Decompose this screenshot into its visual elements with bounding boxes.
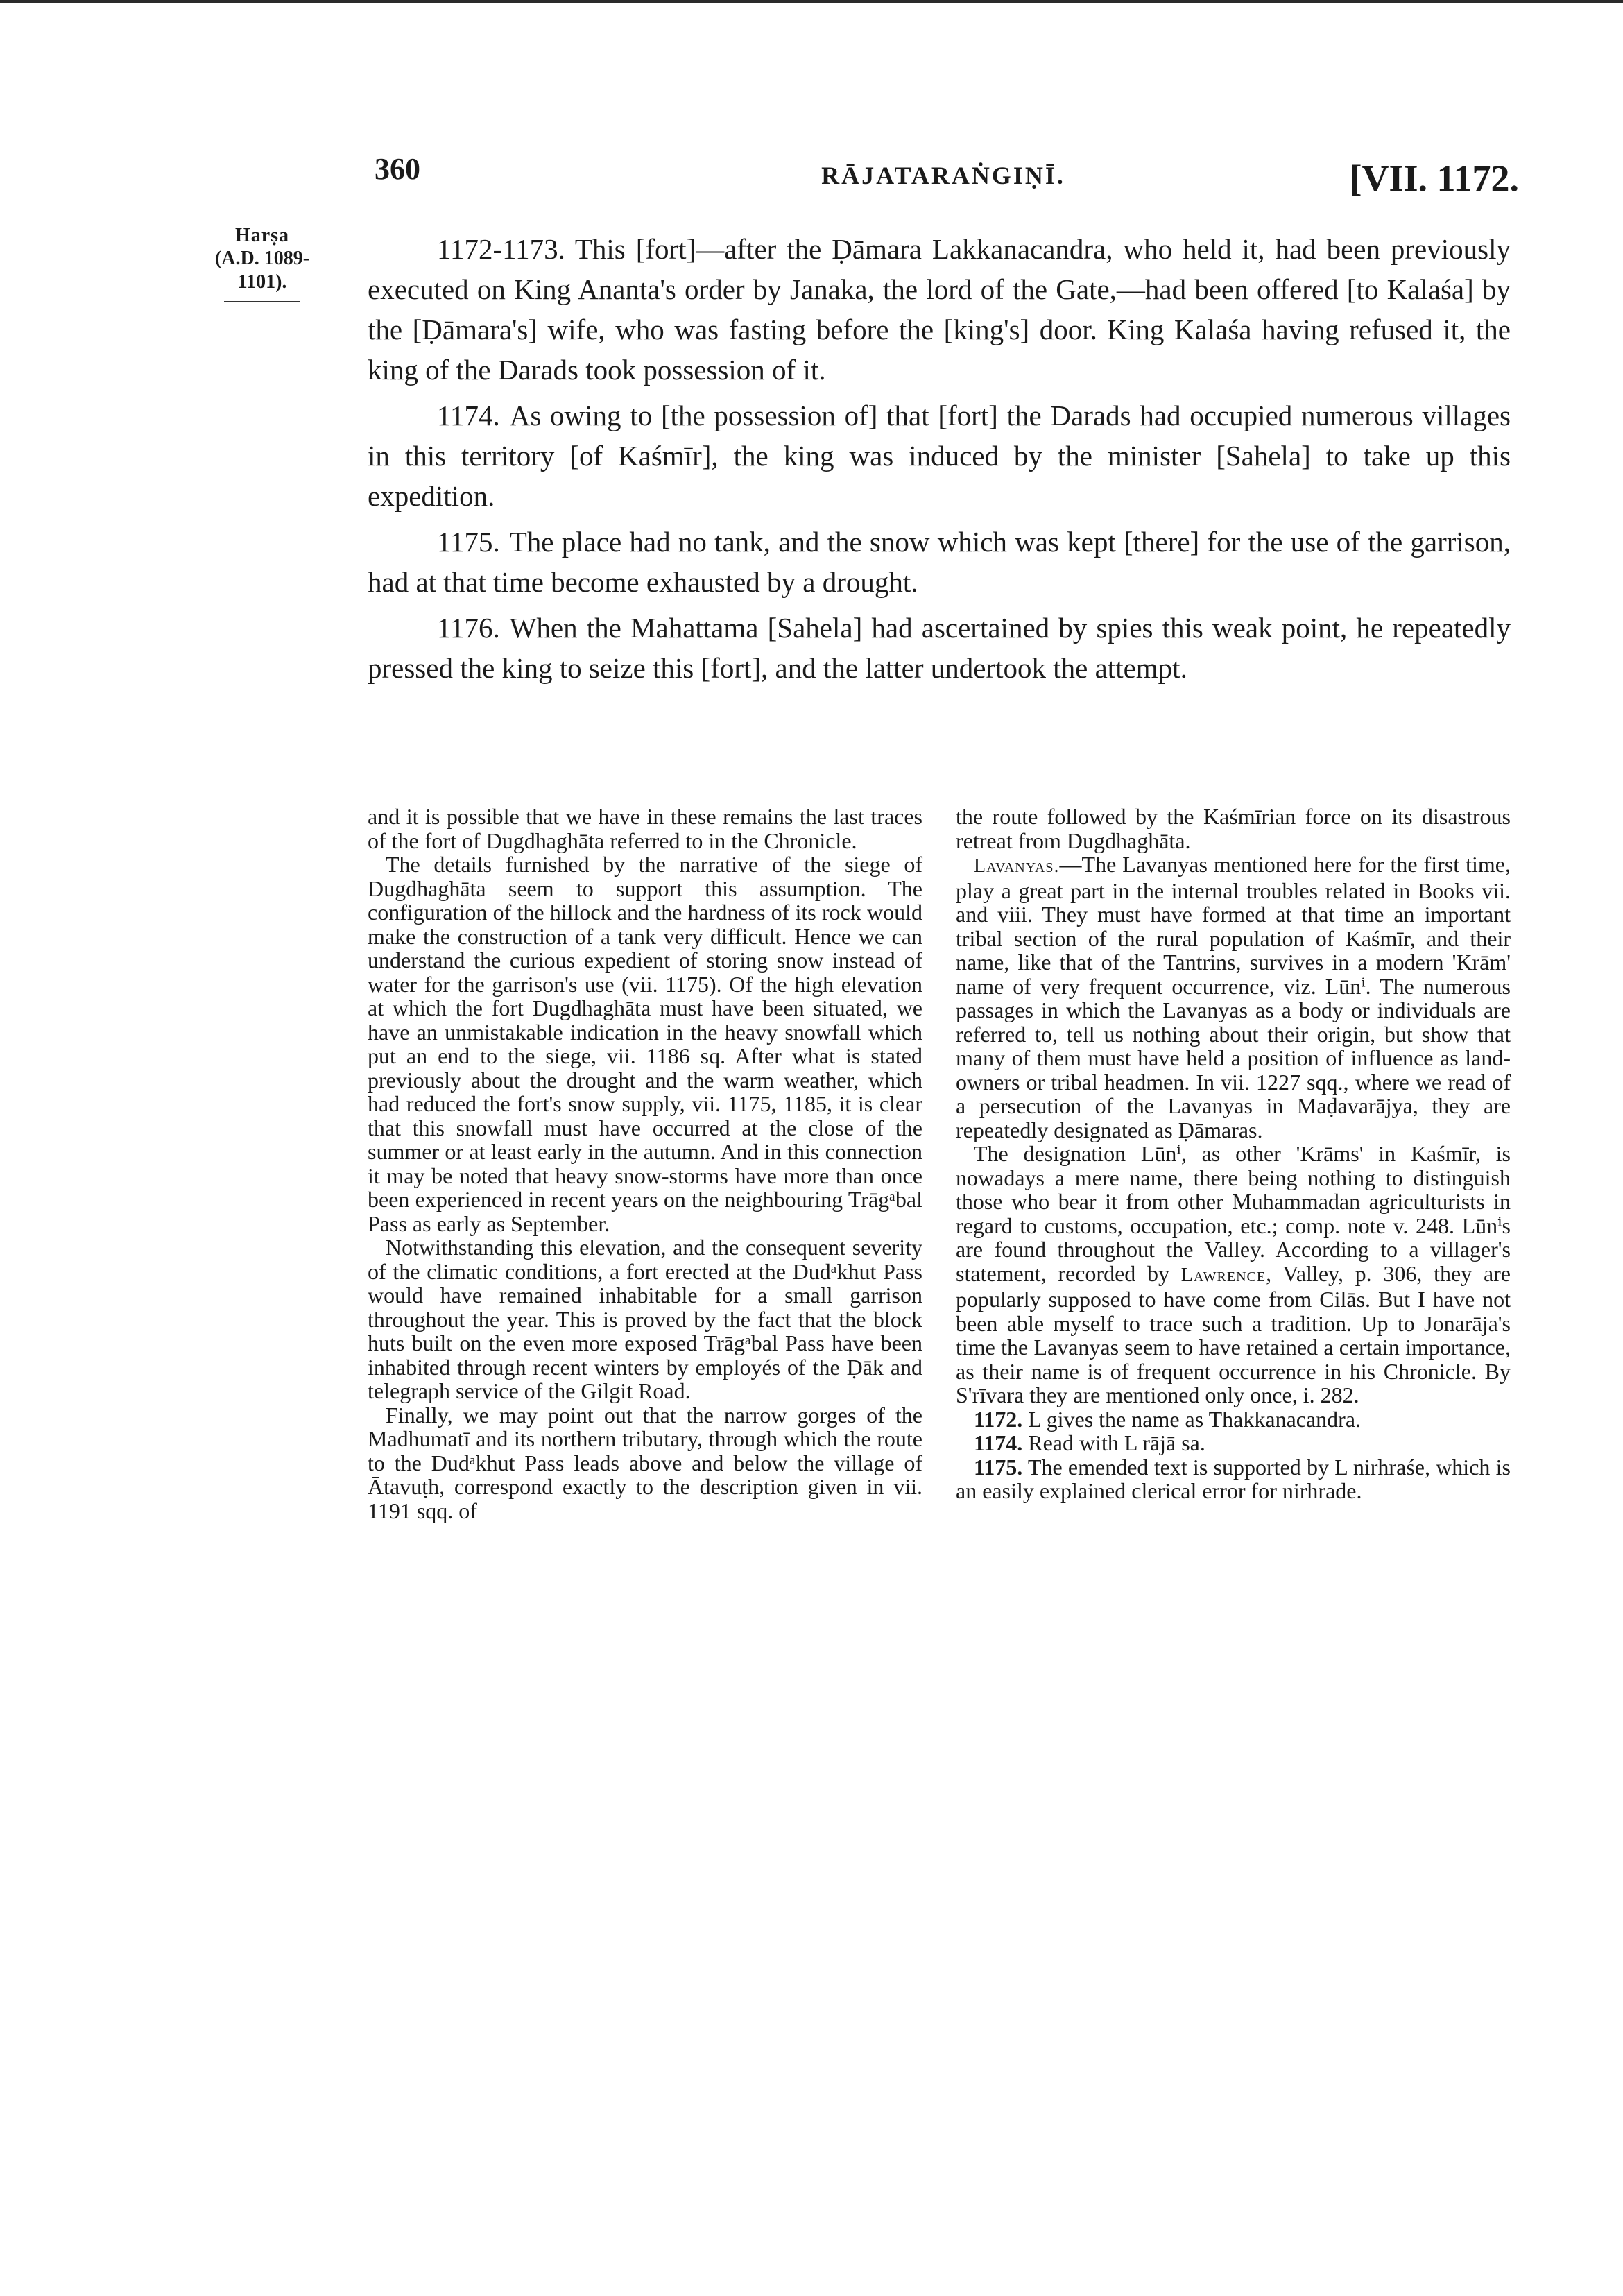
verse-number: 1174.	[437, 400, 500, 431]
note-paragraph: Finally, we may point out that the narrow gorges of the Madhumatī and its northern tributary, through which the route to the Dudᵃkhut Pass leads above and below the village of Ātavuṭh, correspond exactly to the description given in vii. 1191 sqq. of	[368, 1402, 922, 1523]
verse-paragraph	[368, 395, 1511, 516]
notes-left-column	[368, 805, 922, 1523]
running-title: RĀJATARAṄGIṆĪ.	[821, 162, 1065, 189]
verse-number: 1176.	[437, 612, 500, 644]
top-edge-rule	[0, 0, 1623, 3]
margin-king-name: Harṣa	[234, 225, 290, 246]
author-name: Lawrence	[1180, 1264, 1266, 1286]
reading-note	[956, 1407, 1511, 1432]
verse-number: 1172-1173.	[437, 233, 565, 265]
note-paragraph: and it is possible that we have in these remains the last traces of the fort of Dugdhaghāta referred to in the Chronicle.	[368, 804, 922, 853]
reading-text: Read with L rājā sa.	[1028, 1430, 1205, 1455]
reading-number: 1174.	[974, 1430, 1023, 1455]
note-paragraph: Notwithstanding this elevation, and the consequent severity of the climatic conditions, a fort erected at the Dudᵃkhut Pass would have remained inhabitable for a small garrison throughout the year. This is proved by the fact that the block huts built on the even more exposed Trāgᵃbal Pass have been inhabited through recent winters by employés of the Ḍāk and telegraph service of the Gilgit Road.	[368, 1235, 922, 1403]
note-text: The designation Lūnⁱ, as other 'Krāms' in Kaśmīr, is nowadays a mere name, there being nothing to distinguish those who bear it from other Muhammadan agriculturists in regard to customs, occupation, etc.; comp. note v. 248. Lūnⁱs are found throughout the Valley. According to a villager's statement, recorded by	[956, 1141, 1511, 1286]
verse-text: This [fort]—after the Ḍāmara Lakkanacandra, who held it, had been previously executed on King Ananta's order by Janaka, the lord of the Gate,—had been offered [to Kalaśa] by the [Ḍāmara's] wife, who was fasting before the [king's] door. King Kalaśa having refused it, the king of the Darads took possession of it.	[368, 233, 1511, 386]
reading-note	[956, 1455, 1511, 1503]
margin-note	[193, 225, 332, 302]
note-paragraph: the route followed by the Kaśmīrian force on its disastrous retreat from Dugdhaghāta.	[956, 804, 1511, 853]
reading-number: 1172.	[974, 1406, 1023, 1432]
margin-rule	[224, 301, 300, 302]
verse-paragraph	[368, 522, 1511, 602]
section-reference: [VII. 1172.	[1349, 157, 1519, 199]
reading-note	[956, 1431, 1511, 1455]
reading-number: 1175.	[974, 1454, 1023, 1480]
verse-paragraph	[368, 608, 1511, 688]
notes-right-column	[956, 805, 1511, 1503]
verse-text: When the Mahattama [Sahela] had ascertained by spies this weak point, he repeatedly pressed the king to seize this [fort], and the latter undertook the attempt.	[368, 612, 1511, 684]
footnotes	[368, 805, 1511, 1887]
reading-text: L gives the name as Thakkanacandra.	[1028, 1406, 1362, 1432]
reading-text: The emended text is supported by L nirhraśe, which is an easily explained clerical error for nirhrade.	[956, 1454, 1511, 1503]
note-heading: Lavanyas.	[974, 855, 1060, 877]
page-number: 360	[375, 152, 420, 186]
verse-text: The place had no tank, and the snow which was kept [there] for the use of the garrison, had at that time become exhausted by a drought.	[368, 526, 1511, 598]
verse-paragraph	[368, 229, 1511, 390]
translation-text	[368, 229, 1511, 694]
verse-text: As owing to [the possession of] that [fort] the Darads had occupied numerous villages in this territory [of Kaśmīr], the king was induced by the minister [Sahela] to take up this expedition.	[368, 400, 1511, 512]
note-paragraph	[956, 853, 1511, 1142]
note-text: —The Lavanyas mentioned here for the first time, play a great part in the internal troubles related in Books vii. and viii. They must have formed at that time an important tribal section of the rural population of Kaśmīr, and their name, like that of the Tantrins, survives in a modern 'Krām' name of very frequent occurrence, viz. Lūnⁱ. The numerous passages in which the Lavanyas as a body or individuals are referred to, tell us nothing about their origin, but show that many of them must have held a position of influence as land-owners or tribal headmen. In vii. 1227 sqq., where we read of a persecution of the Lavanyas in Maḍavarājya, they are repeatedly designated as Ḍāmaras.	[956, 852, 1511, 1142]
note-text: , Valley, p. 306, they are popularly supposed to have come from Cilās. But I have not been able myself to trace such a tradition. Up to Jonarāja's time the Lavanyas seem to have retained a certain importance, as their name is of frequent occurrence in his Chronicle. By S'rīvara they are mentioned only once, i. 282.	[956, 1260, 1511, 1407]
verse-number: 1175.	[437, 526, 500, 558]
margin-reign-dates: (A.D. 1089-1101).	[214, 248, 310, 293]
running-head	[368, 151, 1519, 200]
note-paragraph	[956, 1142, 1511, 1407]
note-paragraph: The details furnished by the narrative of the siege of Dugdhaghāta seem to support this assumption. The configuration of the hillock and the hardness of its rock would make the construction of a tank very difficult. Hence we can understand the curious expedient of storing snow instead of water for the garrison's use (vii. 1175). Of the high elevation at which the fort Dugdhaghāta must have been situated, we have an unmistakable indication in the heavy snowfall which put an end to the siege, vii. 1186 sq. After what is stated previously about the drought and the warm weather, which had reduced the fort's snow supply, vii. 1175, 1185, it is clear that this snowfall must have occurred at the close of the summer or at least early in the autumn. And in this connection it may be noted that heavy snow-storms have more than once been experienced in recent years on the neighbouring Trāgᵃbal Pass as early as September.	[368, 852, 922, 1236]
